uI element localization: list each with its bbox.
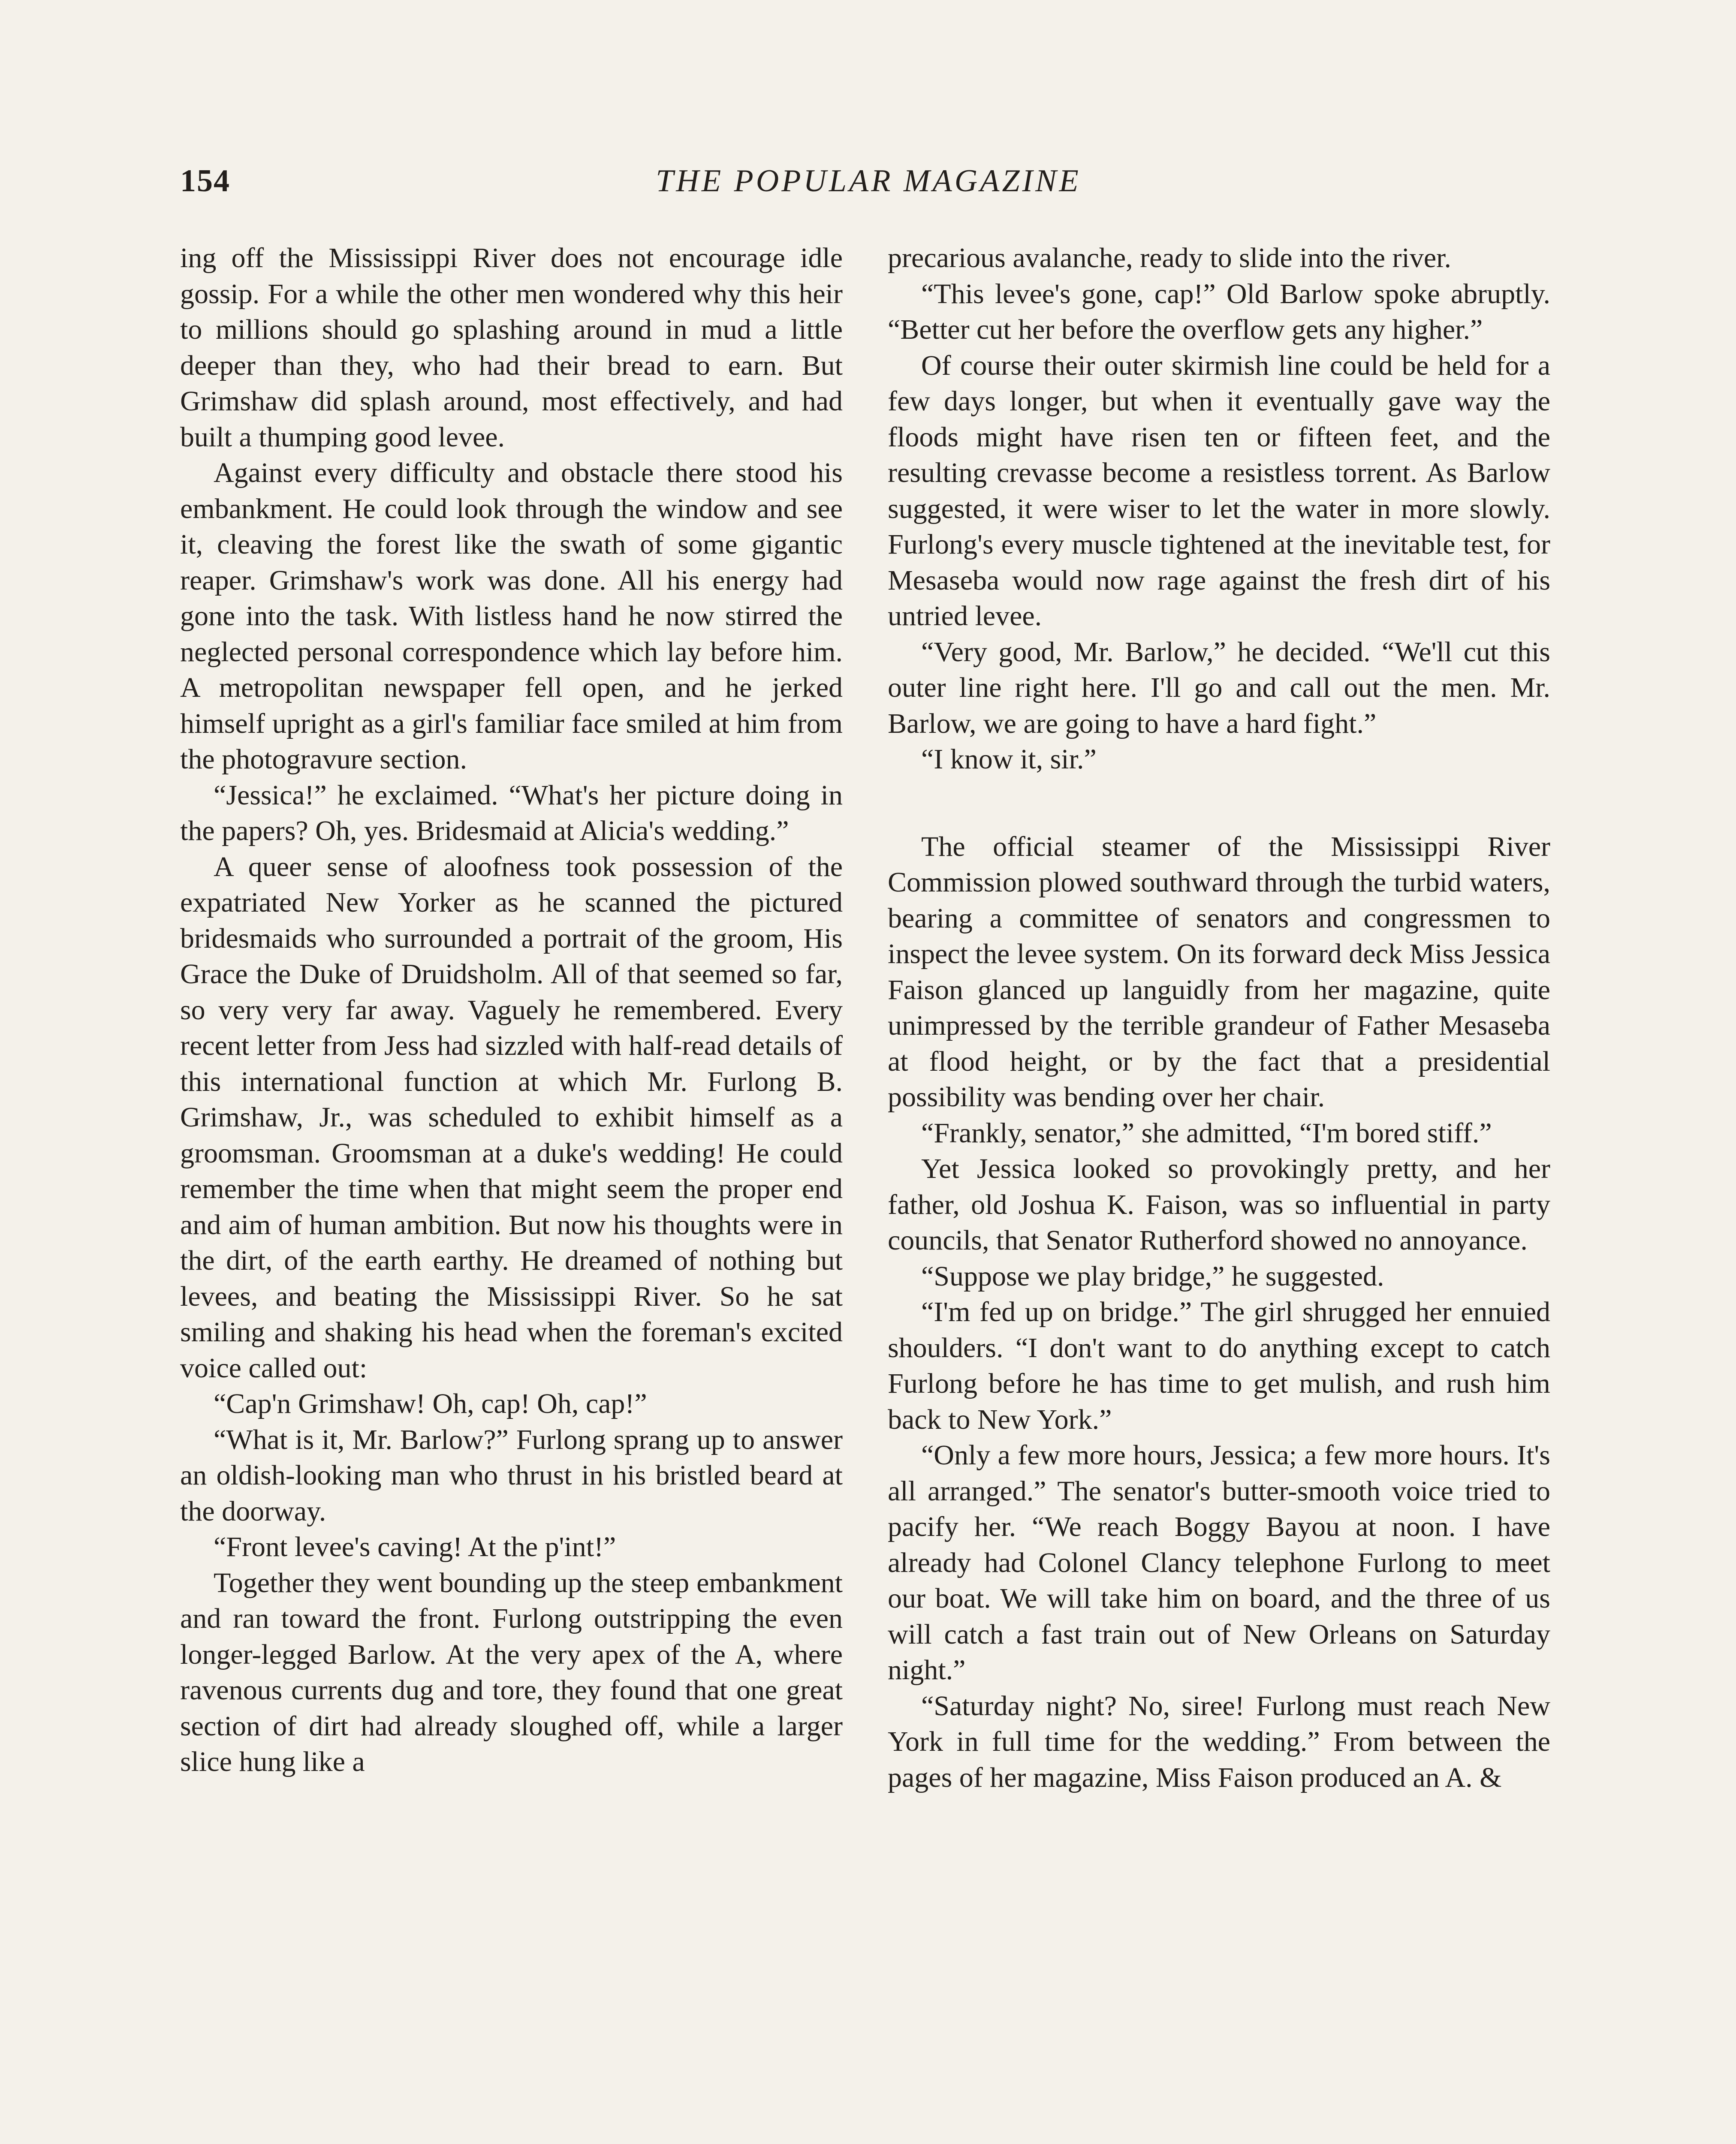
paragraph: Against every difficulty and obstacle there stood his embankment. He could look through the window and see it, cleaving the forest like the swath of some gigantic reaper. Grimshaw's work was done. All his energy had gone into the task. With listless hand he now stirred the neglected personal correspondence which lay before him. A metropolitan newspaper fell open, and he jerked himself upright as a girl's familiar face smiled at him from the photogravure section. <box>180 457 843 775</box>
paragraph: Together they went bounding up the steep embankment and ran toward the front. Furlong outstripping the even longer-legged Barlow. At the very apex of the A, where ravenous currents dug and tore, they found that one great section of dirt had already sloughed off, while a larger slice hung like a <box>180 1567 843 1777</box>
right-column <box>888 240 1550 2144</box>
paragraph: Of course their outer skirmish line could be held for a few days longer, but when it eventually gave way the floods might have risen ten or fifteen feet, and the resulting crevasse become a resistless torrent. As Barlow suggested, it were wiser to let the water in more slowly. Furlong's every muscle tightened at the inevitable test, for Mesaseba would now rage against the fresh dirt of his untried levee. <box>888 349 1550 632</box>
page-number: 154 <box>180 163 230 199</box>
paragraph: A queer sense of aloofness took possession of the expatriated New Yorker as he scanned the pictured bridesmaids who surrounded a portrait of the groom, His Grace the Duke of Druidsholm. All of that seemed so far, so very very far away. Vaguely he remembered. Every recent letter from Jess had sizzled with half-read details of this international function at which Mr. Furlong B. Grimshaw, Jr., was scheduled to exhibit himself as a groomsman. Groomsman at a duke's wedding! He could remember the time when that might seem the proper end and aim of human ambition. But now his thoughts were in the dirt, of the earth earthy. He dreamed of nothing but levees, and beating the Mississippi River. So he sat smiling and shaking his head when the foreman's excited voice called out: <box>180 851 843 1384</box>
paragraph: ing off the Mississippi River does not encourage idle gossip. For a while the other men wondered why this heir to millions should go splashing around in mud a little deeper than they, who had their bread to earn. But Grimshaw did splash around, most effectively, and had built a thumping good levee. <box>180 242 843 453</box>
paragraph: “What is it, Mr. Barlow?” Furlong sprang up to answer an oldish-looking man who thrust in his bristled beard at the doorway. <box>180 1424 843 1527</box>
paragraph: “Suppose we play bridge,” he suggested. <box>921 1260 1384 1292</box>
paragraph: “Frankly, senator,” she admitted, “I'm bored stiff.” <box>921 1117 1492 1149</box>
paragraph: Yet Jessica looked so provokingly pretty, and her father, old Joshua K. Faison, was so influential in party councils, that Senator Rutherford showed no annoyance. <box>888 1153 1550 1256</box>
running-title: THE POPULAR MAGAZINE <box>656 163 1081 199</box>
paragraph: “Only a few more hours, Jessica; a few more hours. It's all arranged.” The senator's butter-smooth voice tried to pacify her. “We reach Boggy Bayou at noon. I have already had Colonel Clancy telephone Furlong to meet our boat. We will take him on board, and the three of us will catch a fast train out of New Orleans on Saturday night.” <box>888 1439 1550 1686</box>
paragraph: precarious avalanche, ready to slide into the river. <box>888 242 1451 274</box>
page-header <box>180 163 1557 219</box>
paragraph: “Jessica!” he exclaimed. “What's her picture doing in the papers? Oh, yes. Bridesmaid at Alicia's wedding.” <box>180 779 843 846</box>
section-break <box>888 777 1550 829</box>
paragraph: “Saturday night? No, siree! Furlong must reach New York in full time for the wedding.” From between the pages of her magazine, Miss Faison produced an A. & <box>888 1690 1550 1793</box>
paragraph: “Very good, Mr. Barlow,” he decided. “We'll cut this outer line right here. I'll go and call out the men. Mr. Barlow, we are going to have a hard fight.” <box>888 636 1550 739</box>
paragraph: “Cap'n Grimshaw! Oh, cap! Oh, cap!” <box>214 1388 647 1419</box>
paragraph: “Front levee's caving! At the p'int!” <box>214 1531 616 1563</box>
paragraph: “I'm fed up on bridge.” The girl shrugged her ennuied shoulders. “I don't want to do anything except to catch Furlong before he has time to get mulish, and rush him back to New York.” <box>888 1296 1550 1435</box>
paragraph: The official steamer of the Mississippi River Commission plowed southward through the turbid waters, bearing a committee of senators and congressmen to inspect the levee system. On its forward deck Miss Jessica Faison glanced up languidly from her magazine, quite unimpressed by the terrible grandeur of Father Mesaseba at flood height, or by the fact that a presidential possibility was bending over her chair. <box>888 831 1550 1113</box>
left-column <box>180 240 843 2144</box>
paragraph: “I know it, sir.” <box>921 744 1097 775</box>
paragraph: “This levee's gone, cap!” Old Barlow spoke abruptly. “Better cut her before the overflow gets any higher.” <box>888 278 1550 345</box>
